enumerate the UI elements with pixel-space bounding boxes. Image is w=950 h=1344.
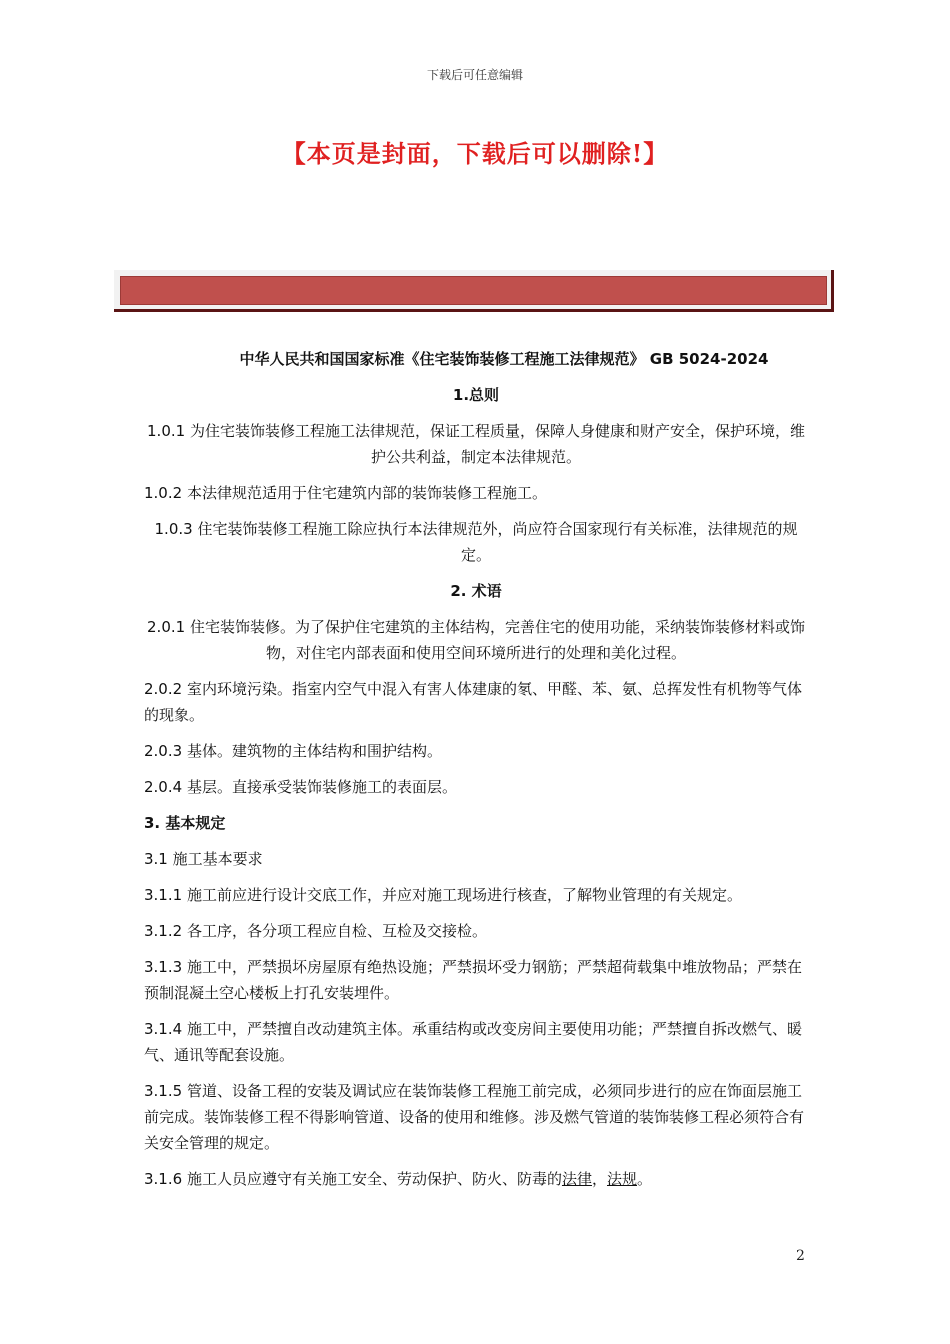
clause-text: 施工基本要求 (167, 850, 263, 868)
clause-number: 1.0.3 (154, 520, 193, 538)
clause-text: 基层。直接承受装饰装修施工的表面层。 (182, 778, 457, 796)
clause-3-1-3 (144, 954, 808, 1006)
clause-text: 施工前应进行设计交底工作，并应对施工现场进行核查，了解物业管理的有关规定。 (182, 886, 742, 904)
clause-number: 1.0.2 (144, 484, 183, 502)
clause-text: 施工中，严禁擅自改动建筑主体。承重结构或改变房间主要使用功能；严禁擅自拆改燃气、暖气、通讯等配套设施。 (144, 1020, 802, 1064)
clause-2-0-2 (144, 676, 808, 728)
clause-text: 施工中，严禁损坏房屋原有绝热设施；严禁损坏受力钢筋；严禁超荷载集中堆放物品；严禁在预制混凝土空心楼板上打孔安装埋件。 (144, 958, 802, 1002)
page-number: 2 (796, 1248, 805, 1264)
document-body (144, 346, 808, 1202)
clause-number: 2.0.3 (144, 742, 183, 760)
section-heading-basic-rules: 3. 基本规定 (144, 814, 226, 832)
section-heading-general: 1.总则 (452, 386, 500, 404)
clause-end: 。 (637, 1170, 653, 1188)
clause-text: 本法律规范适用于住宅建筑内部的装饰装修工程施工。 (182, 484, 547, 502)
clause-1-0-1 (144, 418, 808, 470)
clause-number: 2.0.2 (144, 680, 183, 698)
clause-number: 2.0.1 (147, 618, 186, 636)
clause-number: 3.1.5 (144, 1082, 183, 1100)
clause-3-1-6 (144, 1166, 808, 1192)
clause-text: 基体。建筑物的主体结构和围护结构。 (182, 742, 442, 760)
clause-number: 3.1 (144, 850, 168, 868)
header-note: 下载后可任意编辑 (426, 68, 523, 82)
document-title: 中华人民共和国国家标准《住宅装饰装修工程施工法律规范》 GB 5024-2024 (239, 350, 769, 368)
clause-number: 3.1.4 (144, 1020, 183, 1038)
clause-1-0-2 (144, 480, 808, 506)
section-heading-terms: 2. 术语 (450, 582, 502, 600)
clause-text: 住宅装饰装修。为了保护住宅建筑的主体结构，完善住宅的使用功能，采纳装饰装修材料或饰物，对住宅内部表面和使用空间环境所进行的处理和美化过程。 (185, 618, 805, 662)
clause-3-1-5 (144, 1078, 808, 1156)
clause-number: 3.1.1 (144, 886, 183, 904)
link-law[interactable]: 法律 (561, 1170, 592, 1188)
clause-text: 住宅装饰装修工程施工除应执行本法律规范外，尚应符合国家现行有关标准，法律规范的规定。 (192, 520, 798, 564)
clause-text: 施工人员应遵守有关施工安全、劳动保护、防火、防毒的 (182, 1170, 562, 1188)
clause-text: 各工序，各分项工程应自检、互检及交接检。 (182, 922, 487, 940)
banner-bar (120, 276, 827, 305)
separator: ， (591, 1170, 607, 1188)
clause-3-1-1 (144, 882, 808, 908)
clause-3-1 (144, 846, 808, 872)
clause-number: 1.0.1 (147, 422, 186, 440)
clause-text: 室内环境污染。指室内空气中混入有害人体建康的氡、甲醛、苯、氨、总挥发性有机物等气体的现象。 (144, 680, 802, 724)
clause-number: 2.0.4 (144, 778, 183, 796)
link-regulation[interactable]: 法规 (606, 1170, 637, 1188)
clause-number: 3.1.2 (144, 922, 183, 940)
clause-number: 3.1.3 (144, 958, 183, 976)
clause-number: 3.1.6 (144, 1170, 183, 1188)
clause-1-0-3 (144, 516, 808, 568)
decorative-banner (114, 270, 834, 312)
cover-notice: 【本页是封面，下载后可以删除!】 (281, 139, 669, 168)
clause-2-0-4 (144, 774, 808, 800)
clause-3-1-4 (144, 1016, 808, 1068)
clause-3-1-2 (144, 918, 808, 944)
clause-text: 为住宅装饰装修工程施工法律规范，保证工程质量，保障人身健康和财产安全，保护环境，维护公共利益，制定本法律规范。 (185, 422, 805, 466)
clause-text: 管道、设备工程的安装及调试应在装饰装修工程施工前完成，必须同步进行的应在饰面层施工前完成。装饰装修工程不得影响管道、设备的使用和维修。涉及燃气管道的装饰装修工程必须符合有关安全管理的规定。 (144, 1082, 805, 1152)
clause-2-0-1 (144, 614, 808, 666)
clause-2-0-3 (144, 738, 808, 764)
